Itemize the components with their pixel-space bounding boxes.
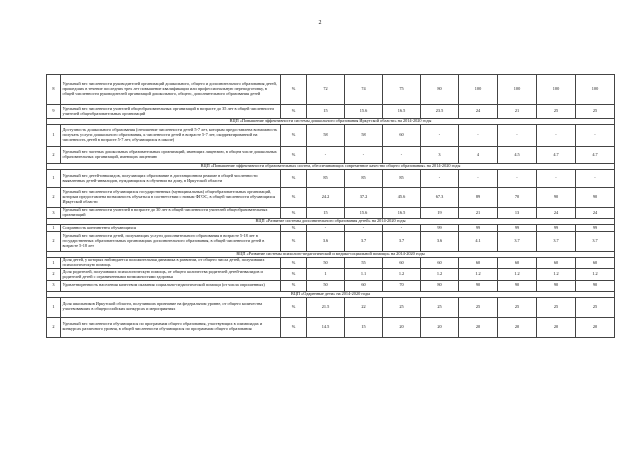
value-cell: 85: [307, 170, 345, 188]
value-cell: 16.5: [383, 208, 421, 219]
row-number: 1: [47, 170, 61, 188]
unit-cell: %: [281, 125, 307, 147]
value-cell: -: [537, 170, 576, 188]
value-cell: 80: [421, 280, 459, 291]
value-cell: -: [345, 147, 383, 164]
table-row: [47, 208, 615, 219]
value-cell: 25: [537, 297, 576, 317]
value-cell: -: [307, 147, 345, 164]
value-cell: 15: [345, 317, 383, 337]
value-cell: 24: [576, 208, 615, 219]
value-cell: 4.5: [498, 147, 537, 164]
unit-cell: %: [281, 147, 307, 164]
value-cell: 21.5: [307, 297, 345, 317]
value-cell: 4.1: [459, 231, 498, 251]
value-cell: 60: [383, 125, 421, 147]
value-cell: 50: [307, 257, 345, 268]
section-title: ВЦП «Повышение эффективности образовательных систем, обеспечивающих современное качество общего образования» на 2014-2020 годы: [47, 164, 615, 170]
value-cell: 99: [421, 225, 459, 232]
value-cell: 15.6: [345, 105, 383, 119]
value-cell: 1.2: [576, 269, 615, 280]
value-cell: 85: [383, 170, 421, 188]
row-number: 3: [47, 280, 61, 291]
row-number: 2: [47, 317, 61, 337]
unit-cell: %: [281, 257, 307, 268]
value-cell: -: [576, 125, 615, 147]
indicator-name: Удельный вес численности учителей общеобразовательных организаций в возрасте до 35 лет в общей численности учителей общеобразовательных организаций: [61, 105, 281, 119]
row-number: 2: [47, 231, 61, 251]
value-cell: 1.2: [498, 269, 537, 280]
unit-cell: %: [281, 225, 307, 232]
value-cell: 19: [421, 208, 459, 219]
value-cell: 20: [383, 317, 421, 337]
value-cell: 20: [421, 317, 459, 337]
indicator-name: Удельный вес детей-инвалидов, получающих образование в дистанционном режиме в общей численности выявленных детей-инвалидов, нуждающихся в обучении на дому, в Иркутской области: [61, 170, 281, 188]
value-cell: 75: [383, 75, 421, 105]
value-cell: 100: [459, 75, 498, 105]
indicator-name: Доля родителей, получивших психологическую помощь, от общего количества родителей детей-инвалидов и родителей детей с ограниченными возможностями здоровья: [61, 269, 281, 280]
value-cell: 25: [421, 297, 459, 317]
value-cell: -: [307, 225, 345, 232]
indicator-name: Удельный вес численности руководителей организаций дошкольного, общего и дополнительного образования детей, прошедших в течение последних трех лет повышение квалификации или профессиональную переподготовку, в общей численности руководителей организаций дошкольного, общего, дополнительного образования детей: [61, 75, 281, 105]
unit-cell: %: [281, 105, 307, 119]
value-cell: 3: [421, 147, 459, 164]
section-title: ВЦП «Повышение эффективности системы дошкольного образования Иркутской области» на 2014-2020 годы: [47, 119, 615, 125]
table-row: [47, 188, 615, 208]
value-cell: 3.6: [421, 231, 459, 251]
value-cell: 4.7: [537, 147, 576, 164]
value-cell: -: [498, 125, 537, 147]
table-row: [47, 280, 615, 291]
unit-cell: %: [281, 280, 307, 291]
value-cell: 23.5: [421, 105, 459, 119]
section-title: ВЦП «Одаренные дети» на 2014-2020 годы: [47, 291, 615, 297]
value-cell: 1.2: [421, 269, 459, 280]
value-cell: 1.2: [537, 269, 576, 280]
section-title: ВЦП «Развитие системы дополнительного образования детей» на 2014-2020 годы: [47, 219, 615, 225]
value-cell: 50: [307, 280, 345, 291]
row-number: 1: [47, 125, 61, 147]
value-cell: 1.1: [345, 269, 383, 280]
row-number: 2: [47, 188, 61, 208]
unit-cell: %: [281, 297, 307, 317]
row-number: 3: [47, 208, 61, 219]
value-cell: 60: [576, 257, 615, 268]
value-cell: 58: [307, 125, 345, 147]
value-cell: 1: [307, 269, 345, 280]
indicator-name: Доля детей, у которых наблюдается положительная динамика в развитии, от общего числа детей, получивших психологическую помощь: [61, 257, 281, 268]
value-cell: 15.6: [345, 208, 383, 219]
value-cell: 60: [421, 257, 459, 268]
value-cell: 85: [345, 170, 383, 188]
table-row: [47, 75, 615, 105]
row-number: 1: [47, 225, 61, 232]
unit-cell: %: [281, 231, 307, 251]
unit-cell: %: [281, 188, 307, 208]
value-cell: -: [421, 170, 459, 188]
table-row: [47, 105, 615, 119]
value-cell: 99: [576, 225, 615, 232]
value-cell: 90: [576, 280, 615, 291]
value-cell: 25: [537, 105, 576, 119]
value-cell: 55: [345, 257, 383, 268]
value-cell: 22: [345, 297, 383, 317]
value-cell: 60: [498, 257, 537, 268]
value-cell: 90: [498, 280, 537, 291]
value-cell: 25: [383, 297, 421, 317]
value-cell: 99: [498, 225, 537, 232]
value-cell: 90: [576, 188, 615, 208]
value-cell: 89: [459, 188, 498, 208]
value-cell: 24.2: [307, 188, 345, 208]
value-cell: -: [345, 225, 383, 232]
value-cell: 45.6: [383, 188, 421, 208]
value-cell: 58: [345, 125, 383, 147]
unit-cell: %: [281, 317, 307, 337]
row-number: 2: [47, 269, 61, 280]
indicator-name: Доля школьников Иркутской области, получивших признание на федеральном уровне, от общего количества участвовавших в общероссийских конкурсах и мероприятиях: [61, 297, 281, 317]
row-number: 1: [47, 257, 61, 268]
value-cell: 60: [537, 257, 576, 268]
value-cell: 74: [345, 75, 383, 105]
unit-cell: %: [281, 75, 307, 105]
table-row: [47, 231, 615, 251]
value-cell: -: [576, 170, 615, 188]
value-cell: -: [537, 125, 576, 147]
value-cell: 100: [537, 75, 576, 105]
indicator-name: Удельный вес частных дошкольных образовательных организаций, имеющих лицензию, в общем числе дошкольных образовательных организаций, имеющих лицензию: [61, 147, 281, 164]
value-cell: 90: [537, 280, 576, 291]
value-cell: 80: [421, 75, 459, 105]
table-row: [47, 147, 615, 164]
value-cell: 24: [537, 208, 576, 219]
value-cell: 99: [537, 225, 576, 232]
value-cell: 60: [345, 280, 383, 291]
value-cell: 72: [307, 75, 345, 105]
value-cell: 13: [498, 208, 537, 219]
table-row: [47, 257, 615, 268]
value-cell: 37.2: [345, 188, 383, 208]
value-cell: 20: [498, 317, 537, 337]
value-cell: 90: [459, 280, 498, 291]
value-cell: 70: [383, 280, 421, 291]
table-row: [47, 170, 615, 188]
value-cell: 100: [576, 75, 615, 105]
indicator-name: Доступность дошкольного образования (отношение численности детей 5-7 лет, которым предоставлена возможность получать услуги дошкольного образования, к численности детей в возрасте 5-7 лет, скорректированной на численность детей в возрасте 5-7 лет, обучающихся в школе): [61, 125, 281, 147]
value-cell: 60: [383, 257, 421, 268]
value-cell: -: [459, 125, 498, 147]
value-cell: 20: [537, 317, 576, 337]
indicator-name: Удельный вес численности детей, получающих услуги дополнительного образования в возрасте 5-18 лет в государственных образовательных организациях дополнительного образования, в общей численности детей в возрасте 5-18 лет: [61, 231, 281, 251]
value-cell: 20: [576, 317, 615, 337]
row-number: 2: [47, 147, 61, 164]
value-cell: 3.6: [307, 231, 345, 251]
value-cell: 21: [459, 208, 498, 219]
value-cell: 20: [459, 317, 498, 337]
page-number: 2: [318, 20, 322, 26]
value-cell: 25: [576, 105, 615, 119]
value-cell: 3.7: [345, 231, 383, 251]
value-cell: 1.2: [383, 269, 421, 280]
value-cell: 60: [459, 257, 498, 268]
indicator-name: Сохранность контингента обучающихся: [61, 225, 281, 232]
value-cell: 16.5: [383, 105, 421, 119]
row-number: 1: [47, 297, 61, 317]
section-title: ВЦП «Развитие системы психолого-педагогической и медико-социальной помощи» на 2014-2020 годы: [47, 251, 615, 257]
value-cell: -: [498, 170, 537, 188]
value-cell: 3.7: [498, 231, 537, 251]
indicator-name: Удельный вес численности обучающихся по программам общего образования, участвующих в олимпиадах и конкурсах различного уровня, в общей численности обучающихся по программам общего образования: [61, 317, 281, 337]
value-cell: -: [383, 147, 421, 164]
indicator-name: Удовлетворенность населения качеством оказания социально-педагогической помощи (от числа опрошенных): [61, 280, 281, 291]
table-row: [47, 269, 615, 280]
value-cell: 70: [498, 188, 537, 208]
value-cell: 25: [576, 297, 615, 317]
value-cell: 25: [498, 297, 537, 317]
value-cell: 67.3: [421, 188, 459, 208]
value-cell: 100: [498, 75, 537, 105]
value-cell: 3.7: [537, 231, 576, 251]
value-cell: 1.2: [459, 269, 498, 280]
unit-cell: %: [281, 269, 307, 280]
value-cell: 99: [459, 225, 498, 232]
value-cell: 90: [537, 188, 576, 208]
value-cell: 4.7: [576, 147, 615, 164]
value-cell: -: [421, 125, 459, 147]
value-cell: 3.7: [576, 231, 615, 251]
unit-cell: %: [281, 208, 307, 219]
row-number: 9: [47, 105, 61, 119]
unit-cell: %: [281, 170, 307, 188]
indicator-name: Удельный вес численности обучающихся государственных (муниципальных) общеобразовательных организаций, которым предоставлена возможность обучаться в соответствии с новым ФГОС, в общей численности обучающихся Иркутской области: [61, 188, 281, 208]
indicators-table: [46, 74, 615, 338]
table-row: [47, 297, 615, 317]
table-row: [47, 125, 615, 147]
value-cell: 15: [307, 105, 345, 119]
row-number: 8: [47, 75, 61, 105]
value-cell: 14.5: [307, 317, 345, 337]
value-cell: 24: [459, 105, 498, 119]
indicator-name: Удельный вес численности учителей в возрасте до 30 лет в общей численности учителей общеобразовательных организаций: [61, 208, 281, 219]
value-cell: -: [383, 225, 421, 232]
value-cell: -: [459, 170, 498, 188]
value-cell: 21: [498, 105, 537, 119]
value-cell: 4: [459, 147, 498, 164]
value-cell: 25: [459, 297, 498, 317]
table-row: [47, 317, 615, 337]
value-cell: 3.7: [383, 231, 421, 251]
value-cell: 15: [307, 208, 345, 219]
